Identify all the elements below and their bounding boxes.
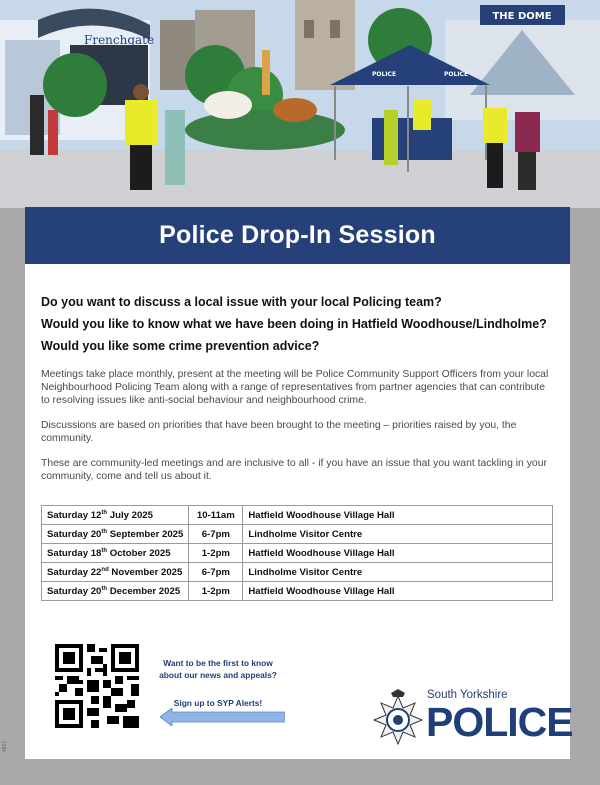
question-3: Would you like some crime prevention advice? [41,339,320,353]
paragraph-1: Meetings take place monthly, present at the meeting will be Police Community Support Officers from your local Neighbourhood Policing Team along with a range of representatives from partner agencies that can contribute to resolving issues like anti-social behaviour and neighbourhood crime. [41,369,549,406]
venue-cell: Hatfield Woodhouse Village Hall [243,582,553,601]
lion-figure [273,98,317,122]
venue-cell: Hatfield Woodhouse Village Hall [243,506,553,525]
arrow-left-icon [160,708,285,726]
date-cell: Saturday 22nd November 2025 [42,563,189,582]
poster-sheet [25,207,573,759]
table-row [42,506,553,525]
schedule-table [41,505,553,601]
signup-link[interactable]: Sign up to SYP Alerts! [173,698,263,708]
date-cell: Saturday 20th September 2025 [42,525,189,544]
question-1: Do you want to discuss a local issue with your local Policing team? [41,295,442,309]
logo-subtitle: South Yorkshire [427,689,508,701]
table-row [42,582,553,601]
time-cell: 1-2pm [189,544,243,563]
police-star-badge-icon [373,689,423,747]
table-row [42,525,553,544]
promo-text: Want to be the first to know about our news and appeals? [159,658,277,680]
venue-cell: Lindholme Visitor Centre [243,563,553,582]
police-officer-figure [125,100,157,145]
svg-text:Frenchgate: Frenchgate [84,33,155,47]
polar-bear-figure [204,91,252,119]
time-cell: 10-11am [189,506,243,525]
venue-cell: Lindholme Visitor Centre [243,525,553,544]
logo-title: POLICE [426,699,573,745]
time-cell: 1-2pm [189,582,243,601]
time-cell: 6-7pm [189,563,243,582]
svg-text:POLICE: POLICE [444,71,469,78]
qr-code[interactable] [55,644,139,728]
giraffe-figure [262,50,270,95]
date-cell: Saturday 12th July 2025 [42,506,189,525]
venue-cell: Hatfield Woodhouse Village Hall [243,544,553,563]
description-text [41,368,553,495]
alerts-promo [153,657,283,709]
time-cell: 6-7pm [189,525,243,544]
side-code: 4817 [2,740,8,752]
question-list [41,295,561,361]
question-2: Would you like to know what we have been doing in Hatfield Woodhouse/Lindholme? [41,317,547,331]
svg-text:THE DOME: THE DOME [492,11,552,22]
date-cell: Saturday 20th December 2025 [42,582,189,601]
page-title: Police Drop-In Session [25,207,570,264]
date-cell: Saturday 18th October 2025 [42,544,189,563]
paragraph-2: Discussions are based on priorities that have been brought to the meeting – priorities raised by you, the community. [41,420,517,444]
paragraph-3: These are community-led meetings and are inclusive to all - if you have an issue that you want tackling in your community, come and tell us about it. [41,458,547,482]
table-row [42,563,553,582]
town-scene-illustration [0,0,600,208]
svg-text:POLICE: POLICE [372,71,397,78]
hero-illustration [0,0,600,208]
table-row [42,544,553,563]
